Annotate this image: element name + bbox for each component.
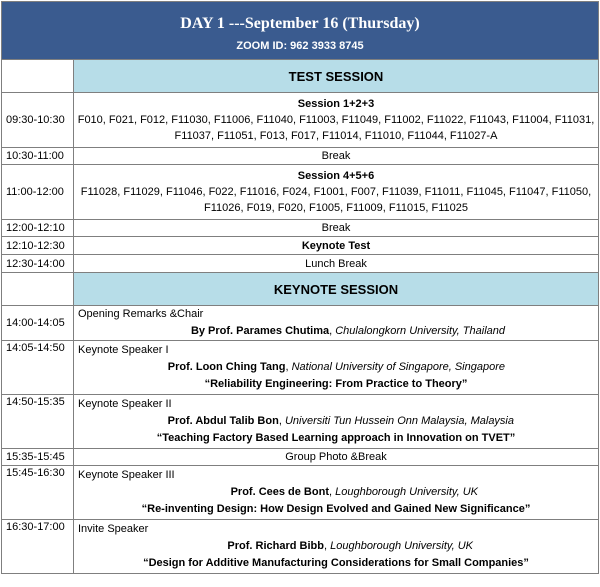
chair-affiliation: Chulalongkorn University, Thailand — [335, 325, 505, 337]
time-cell: 12:30-14:00 — [2, 255, 74, 273]
speaker-label: Invite Speaker — [78, 523, 149, 535]
schedule-row — [2, 148, 599, 165]
band-blank-cell — [2, 273, 74, 306]
speaker-cell — [74, 520, 599, 574]
paper-list: F11026, F019, F020, F1005, F11009, F11015, F11025 — [204, 202, 468, 214]
schedule-table — [1, 1, 599, 574]
schedule-row — [2, 165, 599, 220]
speaker-label: Keynote Speaker II — [78, 398, 172, 410]
test-session-title: TEST SESSION — [74, 60, 599, 93]
time-cell: 15:35-15:45 — [2, 449, 74, 466]
speaker-affiliation: Loughborough University, UK — [335, 486, 478, 498]
speaker-label: Keynote Speaker III — [78, 469, 175, 481]
schedule-row — [2, 466, 599, 520]
speaker-affiliation: National University of Singapore, Singapore — [291, 361, 505, 373]
time-cell: 15:45-16:30 — [2, 466, 74, 520]
speaker-line: Prof. Cees de Bont, Loughborough University, UK — [230, 486, 478, 498]
paper-list: F010, F021, F012, F11030, F11006, F11040, F11003, F11049, F11002, F11022, F11043, F11004, F11031, — [77, 114, 595, 126]
schedule-row — [2, 93, 599, 148]
schedule-row — [2, 395, 599, 449]
break-cell: Break — [74, 220, 599, 237]
talk-title: “Reliability Engineering: From Practice to Theory” — [204, 378, 468, 390]
session-cell — [74, 93, 599, 148]
time-cell: 12:00-12:10 — [2, 220, 74, 237]
schedule-row — [2, 255, 599, 273]
opening-cell — [74, 306, 599, 341]
talk-title: “Teaching Factory Based Learning approach in Innovation on TVET” — [156, 432, 516, 444]
chair-line: By Prof. Parames Chutima, Chulalongkorn University, Thailand — [190, 325, 505, 337]
paper-list: F11037, F11051, F013, F017, F11014, F11010, F11044, F11027-A — [174, 130, 498, 142]
time-cell: 10:30-11:00 — [2, 148, 74, 165]
schedule-row — [2, 237, 599, 255]
schedule-row — [2, 520, 599, 574]
time-cell: 12:10-12:30 — [2, 237, 74, 255]
keynote-session-title: KEYNOTE SESSION — [74, 273, 599, 306]
speaker-name: Prof. Abdul Talib Bon — [167, 415, 279, 427]
session-title: Session 4+5+6 — [297, 170, 375, 182]
opening-label: Opening Remarks &Chair — [78, 308, 204, 320]
session-cell — [74, 165, 599, 220]
speaker-label: Keynote Speaker I — [78, 344, 169, 356]
speaker-cell — [74, 395, 599, 449]
speaker-cell — [74, 466, 599, 520]
speaker-line: Prof. Loon Ching Tang, National University of Singapore, Singapore — [167, 361, 505, 373]
time-cell: 14:00-14:05 — [2, 306, 74, 341]
photo-break-cell: Group Photo &Break — [74, 449, 599, 466]
speaker-line: Prof. Abdul Talib Bon, Universiti Tun Hussein Onn Malaysia, Malaysia — [167, 415, 514, 427]
session-title: Session 1+2+3 — [297, 98, 375, 110]
speaker-line: Prof. Richard Bibb, Loughborough University, UK — [227, 540, 473, 552]
break-cell: Break — [74, 148, 599, 165]
talk-title: “Re-inventing Design: How Design Evolved and Gained New Significance” — [141, 503, 531, 515]
lunch-cell: Lunch Break — [74, 255, 599, 273]
time-cell: 14:05-14:50 — [2, 341, 74, 395]
chair-name: By Prof. Parames Chutima — [190, 325, 330, 337]
schedule-row — [2, 449, 599, 466]
speaker-affiliation: Universiti Tun Hussein Onn Malaysia, Malaysia — [284, 415, 514, 427]
speaker-cell — [74, 341, 599, 395]
schedule-row — [2, 220, 599, 237]
speaker-name: Prof. Cees de Bont — [230, 486, 329, 498]
time-cell: 11:00-12:00 — [2, 165, 74, 220]
test-session-band-row — [2, 60, 599, 93]
time-cell: 14:50-15:35 — [2, 395, 74, 449]
day-header-row — [2, 2, 599, 60]
speaker-name: Prof. Richard Bibb — [227, 540, 324, 552]
paper-list: F11028, F11029, F11046, F022, F11016, F024, F1001, F007, F11039, F11011, F11045, F11047, F11050, — [80, 186, 592, 198]
talk-title: “Design for Additive Manufacturing Considerations for Small Companies” — [143, 557, 529, 569]
keynote-session-band-row — [2, 273, 599, 306]
speaker-name: Prof. Loon Ching Tang — [167, 361, 286, 373]
day-title: DAY 1 ---September 16 (Thursday) — [180, 15, 420, 32]
speaker-affiliation: Loughborough University, UK — [330, 540, 473, 552]
schedule-row — [2, 306, 599, 341]
band-blank-cell — [2, 60, 74, 93]
zoom-id: ZOOM ID: 962 3933 8745 — [236, 40, 364, 52]
day-header — [2, 2, 599, 60]
time-cell: 16:30-17:00 — [2, 520, 74, 574]
schedule-row — [2, 341, 599, 395]
time-cell: 09:30-10:30 — [2, 93, 74, 148]
keynote-test-cell: Keynote Test — [74, 237, 599, 255]
